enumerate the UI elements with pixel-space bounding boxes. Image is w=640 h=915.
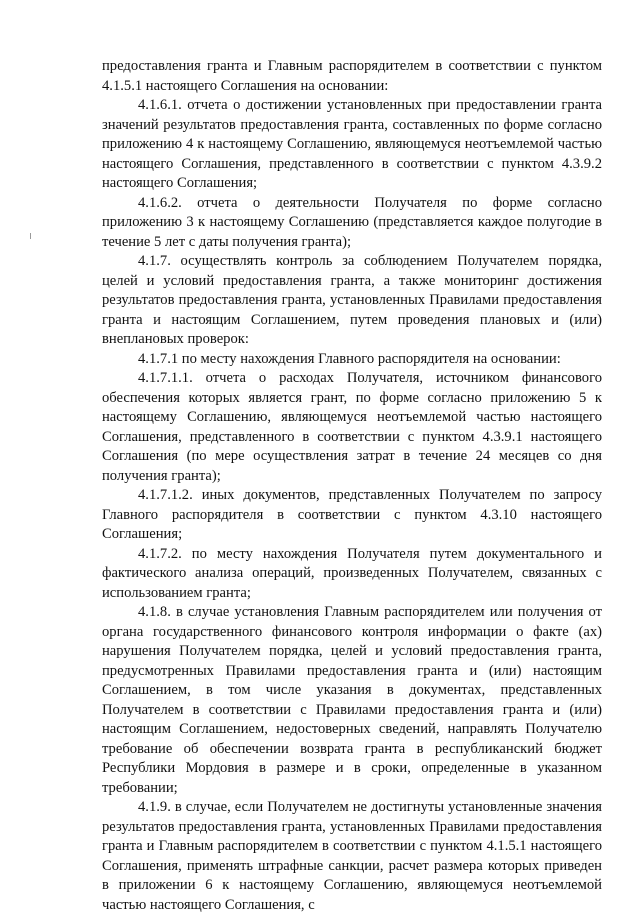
paragraph-4-1-7-2: 4.1.7.2. по месту нахождения Получателя путем документального и фактического анализа операций, произведенных Получателем, связанных с использованием гранта; bbox=[102, 545, 602, 601]
document-body bbox=[102, 57, 602, 915]
paragraph-4-1-7-1-1: 4.1.7.1.1. отчета о расходах Получателя, источником финансового обеспечения которых является грант, по форме согласно приложению 5 к настоящему Соглашению, являющемуся неотъемлемой частью настоящего Соглашения, представленного в соответствии с пунктом 4.3.9.1 настоящего Соглашения (по мере осуществления затрат в течение 24 месяцев со дня получения гранта); bbox=[102, 370, 602, 484]
paragraph-4-1-8: 4.1.8. в случае установления Главным распорядителем или получения от органа государственного финансового контроля информации о факте (ах) нарушения Получателем порядка, целей и условий предоставления гранта, предусмотренных Правилами предоставления гранта и (или) настоящим Соглашением, в том числе указания в документах, представленных Получателем в соответствии с Правилами предоставления гранта и (или) настоящим Соглашением, недостоверных сведений, направлять Получателю требование об обеспечении возврата гранта в республиканский бюджет Республики Мордовия в размере и в сроки, определенные в указанном требовании; bbox=[102, 604, 602, 796]
scan-margin-mark bbox=[30, 233, 31, 239]
paragraph-4-1-9: 4.1.9. в случае, если Получателем не достигнуты установленные значения результатов предоставления гранта, установленных Правилами предоставления гранта и Главным распорядителем в соответствии с пунктом 4.1.5.1 настоящего Соглашения, применять штрафные санкции, расчет размера которых приведен в приложении 6 к настоящему Соглашению, являющемуся неотъемлемой частью настоящего Соглашения, с bbox=[102, 799, 602, 913]
paragraph-4-1-6-1: 4.1.6.1. отчета о достижении установленных при предоставлении гранта значений результатов предоставления гранта, составленных по форме согласно приложению 4 к настоящему Соглашению, являющемуся неотъемлемой частью настоящего Соглашения, представленного в соответствии с пунктом 4.3.9.2 настоящего Соглашения; bbox=[102, 97, 602, 191]
paragraph-4-1-7-1-2: 4.1.7.1.2. иных документов, представленных Получателем по запросу Главного распорядителя в соответствии с пунктом 4.3.10 настоящего Соглашения; bbox=[102, 487, 602, 542]
paragraph-4-1-7-1: 4.1.7.1 по месту нахождения Главного распорядителя на основании: bbox=[138, 350, 561, 367]
paragraph-continuation: предоставления гранта и Главным распорядителем в соответствии с пунктом 4.1.5.1 настоящего Соглашения на основании: bbox=[102, 58, 602, 94]
paragraph-4-1-7: 4.1.7. осуществлять контроль за соблюдением Получателем порядка, целей и условий предоставления гранта, а также мониторинг достижения результатов предоставления гранта, установленных Правилами предоставления гранта и настоящим Соглашением, путем проведения плановых и (или) внеплановых проверок: bbox=[102, 253, 602, 347]
paragraph-4-1-6-2: 4.1.6.2. отчета о деятельности Получателя по форме согласно приложению 3 к настоящему Соглашению (представляется каждое полугодие в течение 5 лет с даты получения гранта); bbox=[102, 194, 602, 250]
